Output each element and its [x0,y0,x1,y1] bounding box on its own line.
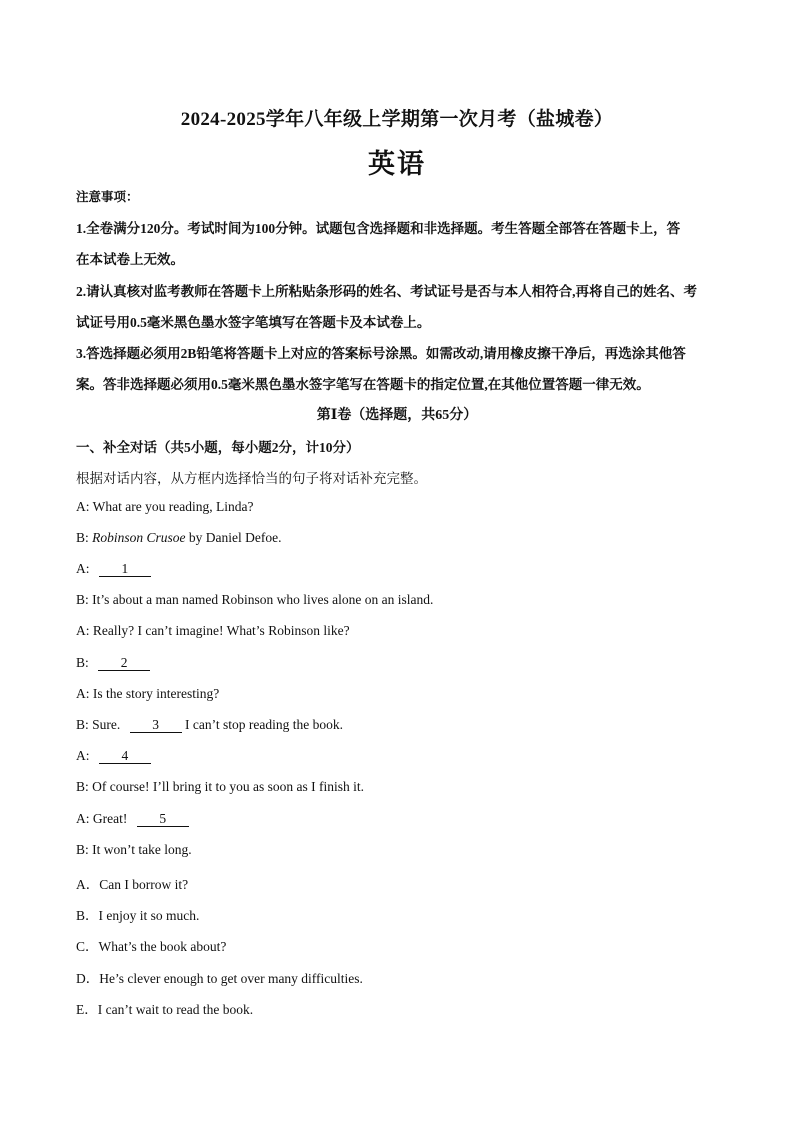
dialogue-text: by Daniel Defoe. [185,530,282,545]
answer-blank-2[interactable]: 2 [98,656,150,671]
book-title: Robinson Crusoe [92,530,186,545]
dialogue-speaker: B: [76,655,93,670]
dialogue-line-9 [76,748,718,764]
dialogue-text: I can’t stop reading the book. [181,717,343,732]
option-e: E．I can’t wait to read the book. [76,1002,254,1017]
notice-heading: 注意事项： [76,190,139,204]
part-instruction: 根据对话内容，从方框内选择恰当的句子将对话补充完整。 [76,471,427,486]
option-b: B．I enjoy it so much. [76,908,200,923]
dialogue-line-8 [76,717,718,733]
part-heading: 一、补全对话（共5小题，每小题2分，计10分） [76,440,360,455]
dialogue-line-5: A: Really? I can’t imagine! What’s Robinson like? [76,623,350,638]
dialogue-line-4: B: It’s about a man named Robinson who lives alone on an island. [76,592,434,607]
exam-title: 2024-2025学年八年级上学期第一次月考（盐城卷） [180,109,614,130]
dialogue-line-1: A: What are you reading, Linda? [76,499,254,514]
section-title: 第Ⅰ卷（选择题，共65分） [316,408,478,423]
notice-item-1-line-2: 在本试卷上无效。 [76,252,184,267]
dialogue-line-3 [76,561,718,577]
answer-blank-5[interactable]: 5 [137,812,189,827]
dialogue-line-2 [76,530,718,546]
dialogue-line-11 [76,811,718,827]
notice-item-2-line-2: 试证号用0.5毫米黑色墨水签字笔填写在答题卡及本试卷上。 [76,315,431,330]
option-d: D．He’s clever enough to get over many difficulties. [76,971,363,986]
answer-blank-3[interactable]: 3 [130,718,182,733]
dialogue-line-7: A: Is the story interesting? [76,686,220,701]
notice-item-1-line-1: 1.全卷满分120分。考试时间为100分钟。试题包含选择题和非选择题。考生答题全部答在答题卡上，答 [76,221,681,236]
dialogue-speaker: A: [76,748,93,763]
dialogue-line-10: B: Of course! I’ll bring it to you as soon as I finish it. [76,779,364,794]
dialogue-speaker: B: [76,530,93,545]
answer-blank-1[interactable]: 1 [99,562,151,577]
dialogue-line-12: B: It won’t take long. [76,842,192,857]
answer-blank-4[interactable]: 4 [99,749,151,764]
dialogue-text: A: Great! [76,811,131,826]
notice-item-3-line-1: 3.答选择题必须用2B铅笔将答题卡上对应的答案标号涂黑。如需改动,请用橡皮擦干净后，再选涂其他答 [76,346,686,361]
notice-item-2-line-1: 2.请认真核对监考教师在答题卡上所粘贴条形码的姓名、考试证号是否与本人相符合,再将自己的姓名、考 [76,284,697,299]
dialogue-text: B: Sure. [76,717,124,732]
option-a: A．Can I borrow it? [76,877,189,892]
dialogue-speaker: A: [76,561,93,576]
notice-item-3-line-2: 案。答非选择题必须用0.5毫米黑色墨水签字笔写在答题卡的指定位置,在其他位置答题一律无效。 [76,377,650,392]
dialogue-line-6 [76,655,718,671]
subject-title: 英语 [368,149,426,179]
option-c: C．What’s the book about? [76,939,227,954]
